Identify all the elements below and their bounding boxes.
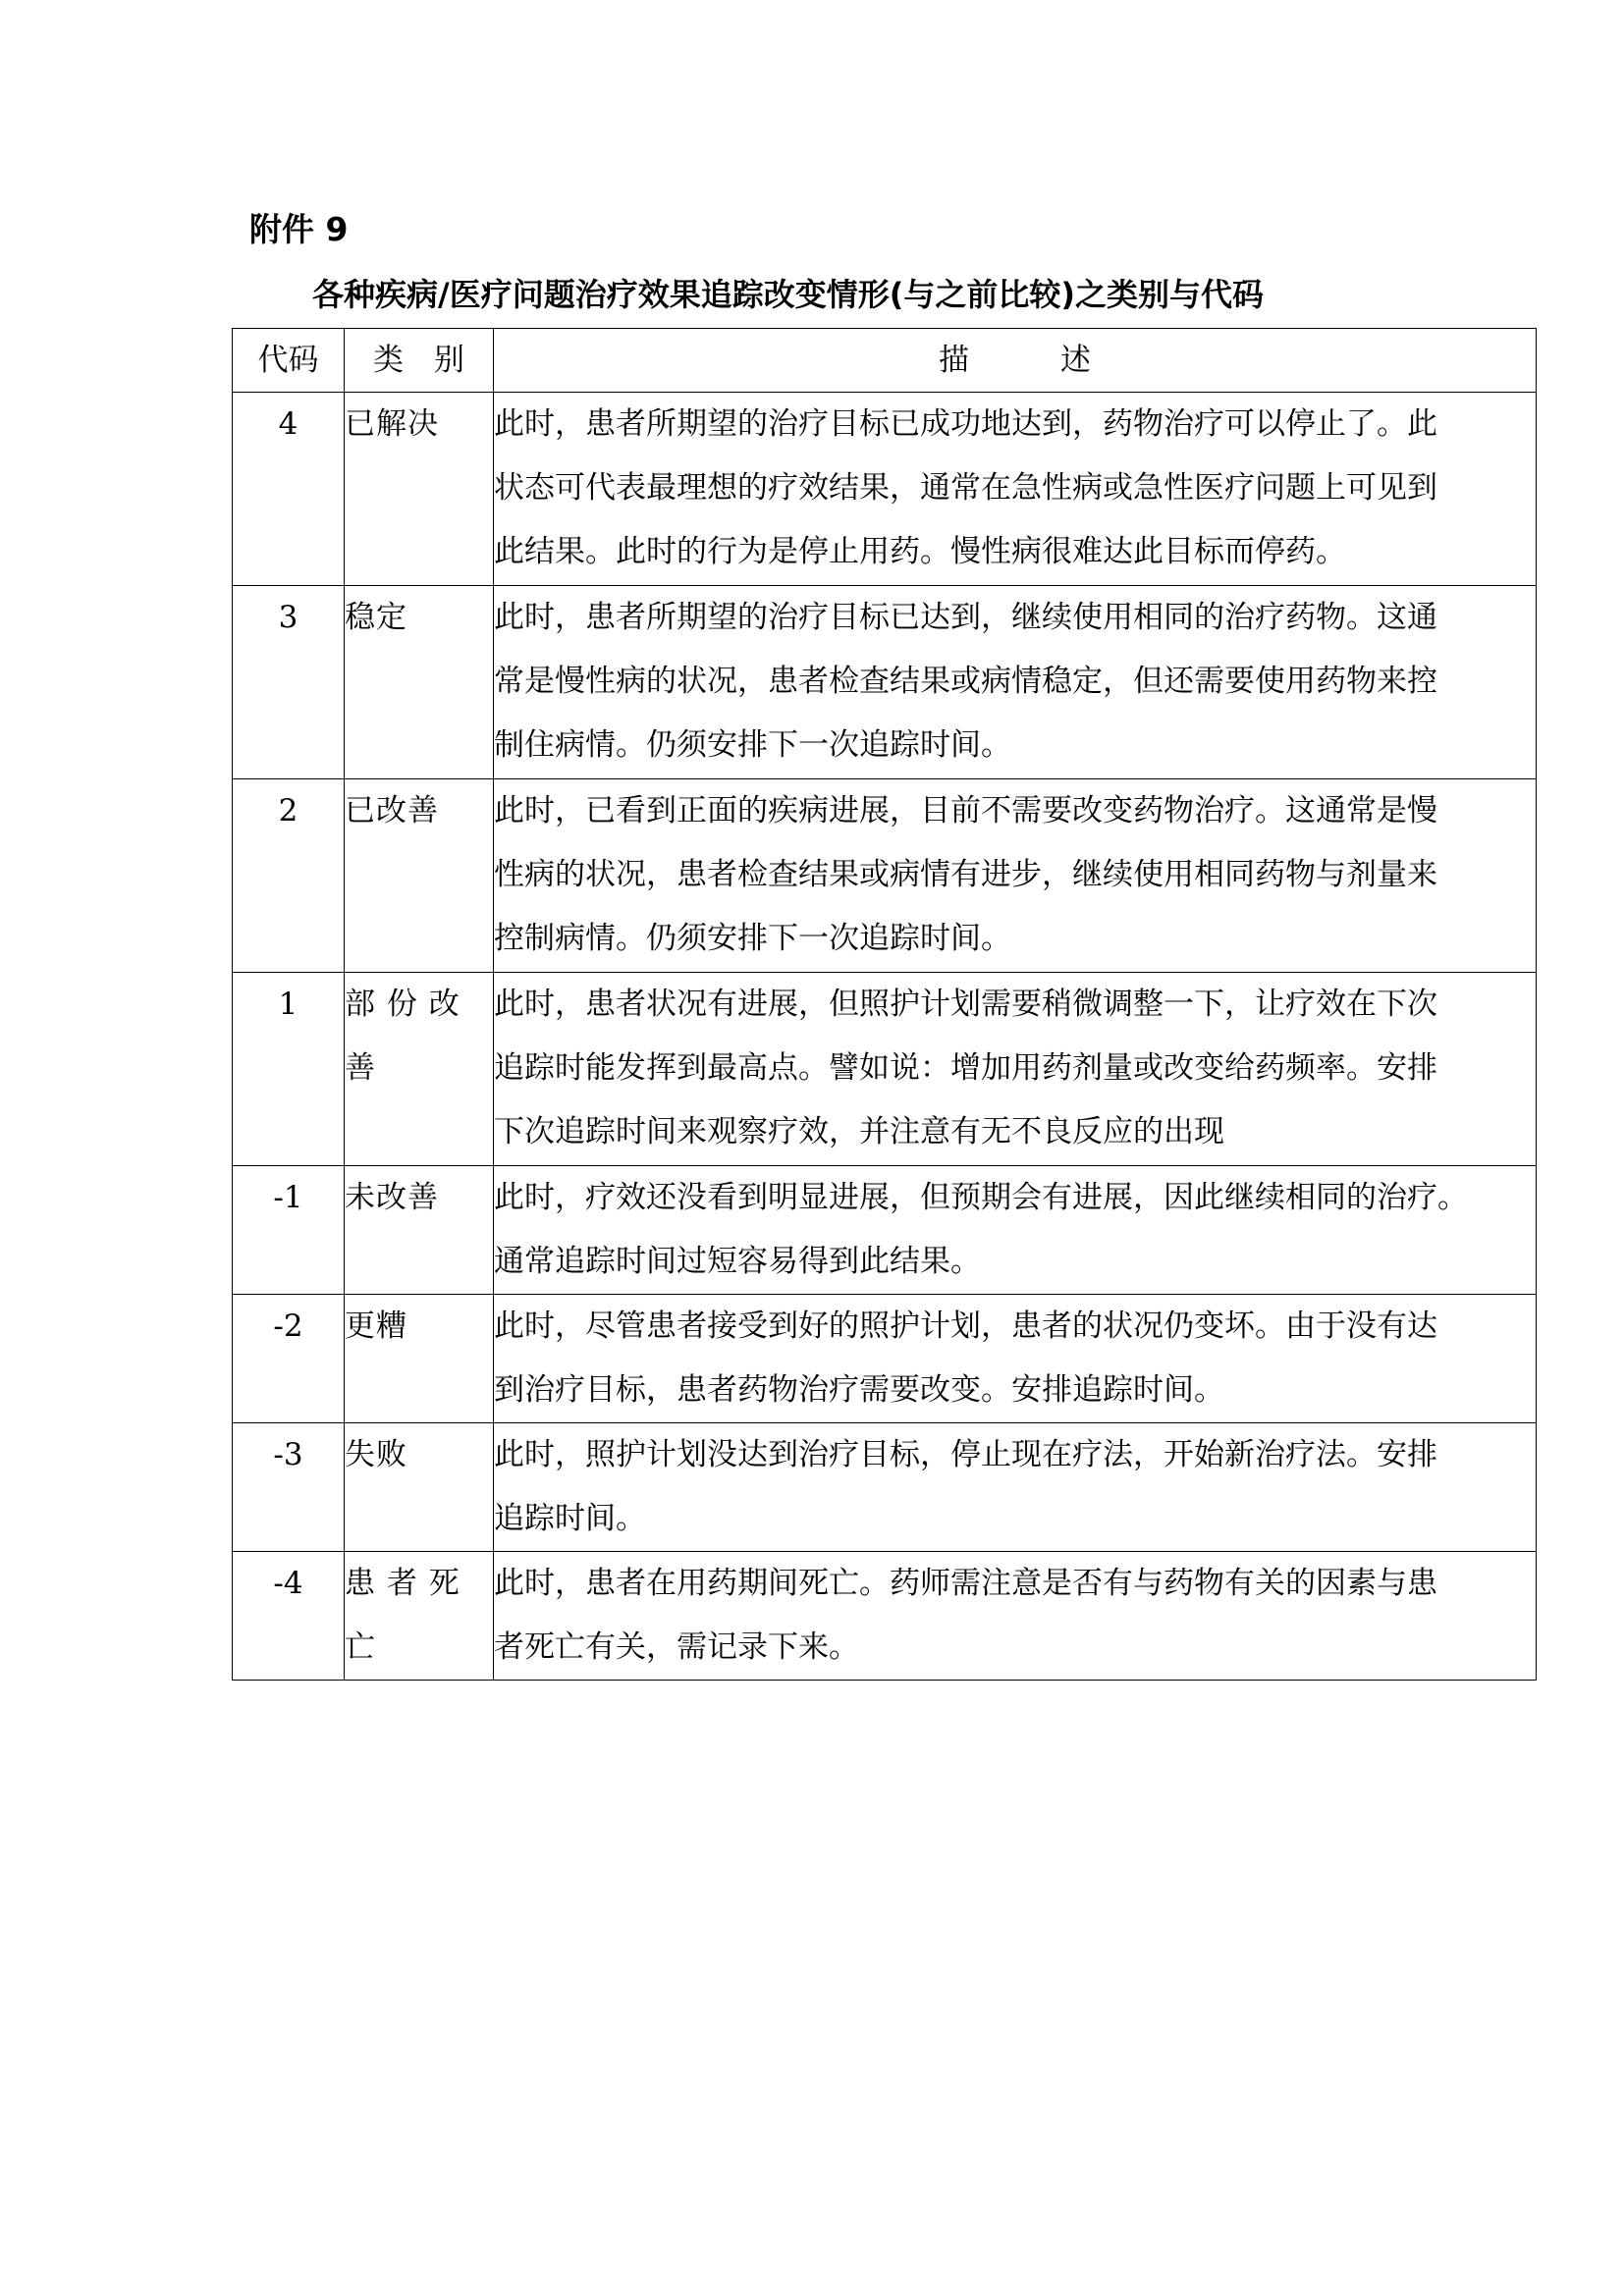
description-cell	[494, 973, 1537, 1166]
table-row	[233, 1552, 1537, 1681]
description-line: 此时，患者在用药期间死亡。药师需注意是否有与药物有关的因素与患	[494, 1566, 1437, 1601]
description-cell	[494, 779, 1537, 973]
attachment-label: 附件 9	[249, 210, 349, 248]
code-cell: -3	[233, 1423, 345, 1552]
table-header-row	[233, 329, 1537, 393]
description-line: 此时，疗效还没看到明显进展，但预期会有进展，因此继续相同的治疗。	[494, 1180, 1468, 1215]
description-line: 制住病情。仍须安排下一次追踪时间。	[494, 727, 1011, 763]
code-cell: 2	[233, 779, 345, 973]
description-line: 常是慢性病的状况，患者检查结果或病情稳定，但还需要使用药物来控	[494, 664, 1437, 699]
table-row	[233, 1295, 1537, 1423]
table-row	[233, 779, 1537, 973]
table-row	[233, 586, 1537, 779]
description-cell	[494, 393, 1537, 586]
code-cell: -1	[233, 1166, 345, 1295]
description-line: 者死亡有关，需记录下来。	[494, 1629, 859, 1665]
category-cell: 患 者 死 亡	[345, 1552, 494, 1681]
code-cell: 1	[233, 973, 345, 1166]
code-cell: -4	[233, 1552, 345, 1681]
description-line: 此结果。此时的行为是停止用药。慢性病很难达此目标而停药。	[494, 534, 1346, 569]
description-cell	[494, 1552, 1537, 1681]
table-row	[233, 393, 1537, 586]
header-category: 类 别	[345, 329, 494, 393]
description-line: 状态可代表最理想的疗效结果，通常在急性病或急性医疗问题上可见到	[494, 470, 1437, 506]
description-cell	[494, 1166, 1537, 1295]
description-line: 通常追踪时间过短容易得到此结果。	[494, 1244, 981, 1279]
description-line: 性病的状况，患者检查结果或病情有进步，继续使用相同药物与剂量来	[494, 857, 1437, 892]
document-title: 各种疾病/医疗问题治疗效果追踪改变情形(与之前比较)之类别与代码	[312, 276, 1264, 313]
description-line: 此时，患者所期望的治疗目标已达到，继续使用相同的治疗药物。这通	[494, 600, 1437, 635]
description-line: 此时，尽管患者接受到好的照护计划，患者的状况仍变坏。由于没有达	[494, 1308, 1437, 1344]
table-row	[233, 1423, 1537, 1552]
description-cell	[494, 1423, 1537, 1552]
outcome-code-table	[232, 328, 1537, 1681]
code-cell: 4	[233, 393, 345, 586]
table-row	[233, 973, 1537, 1166]
category-cell: 更糟	[345, 1295, 494, 1423]
description-line: 下次追踪时间来观察疗效，并注意有无不良反应的出现	[494, 1114, 1224, 1149]
category-cell: 部 份 改 善	[345, 973, 494, 1166]
description-line: 此时，已看到正面的疾病进展，目前不需要改变药物治疗。这通常是慢	[494, 793, 1437, 828]
category-cell: 已解决	[345, 393, 494, 586]
header-description: 描 述	[494, 329, 1537, 393]
description-cell	[494, 1295, 1537, 1423]
code-cell: 3	[233, 586, 345, 779]
category-cell: 稳定	[345, 586, 494, 779]
description-line: 此时，患者所期望的治疗目标已成功地达到，药物治疗可以停止了。此	[494, 406, 1437, 442]
header-code: 代码	[233, 329, 345, 393]
description-line: 追踪时能发挥到最高点。譬如说：增加用药剂量或改变给药频率。安排	[494, 1050, 1437, 1086]
description-line: 此时，患者状况有进展，但照护计划需要稍微调整一下，让疗效在下次	[494, 987, 1437, 1022]
description-line: 此时，照护计划没达到治疗目标，停止现在疗法，开始新治疗法。安排	[494, 1437, 1437, 1472]
category-cell: 未改善	[345, 1166, 494, 1295]
description-cell	[494, 586, 1537, 779]
description-line: 追踪时间。	[494, 1501, 646, 1536]
category-cell: 失败	[345, 1423, 494, 1552]
category-cell: 已改善	[345, 779, 494, 973]
description-line: 控制病情。仍须安排下一次追踪时间。	[494, 921, 1011, 956]
description-line: 到治疗目标，患者药物治疗需要改变。安排追踪时间。	[494, 1372, 1224, 1408]
table-row	[233, 1166, 1537, 1295]
code-cell: -2	[233, 1295, 345, 1423]
